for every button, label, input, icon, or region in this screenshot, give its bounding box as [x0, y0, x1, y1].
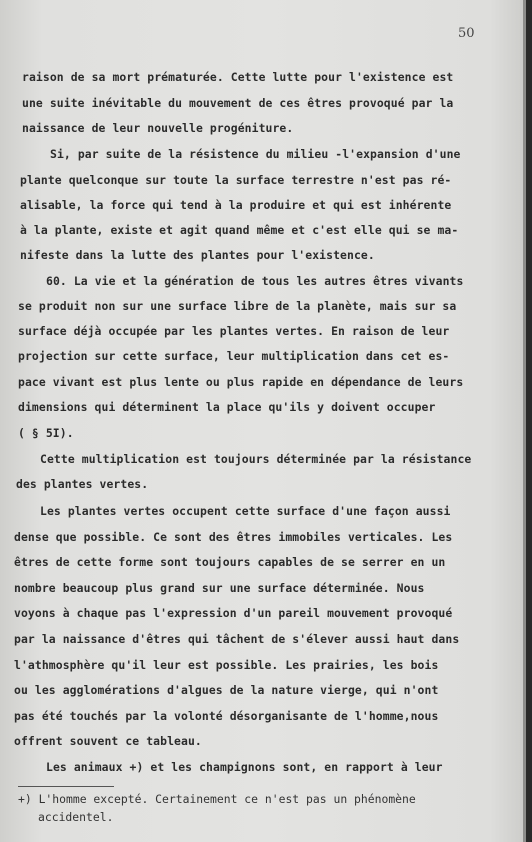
text-line: par la naissance d'êtres qui tâchent de s'élever aussi haut dans: [14, 632, 460, 646]
text-line: ( § 5I).: [18, 426, 74, 440]
page-number: 50: [458, 26, 475, 41]
text-line: Cette multiplication est toujours déterminée par la résistance: [40, 452, 472, 466]
text-line: une suite inévitable du mouvement de ces êtres provoqué par la: [22, 96, 454, 110]
text-line: projection sur cette surface, leur multiplication dans cet es-: [18, 349, 450, 363]
footnote-rule: [18, 786, 114, 787]
text-line: ou les agglomérations d'algues de la nature vierge, qui n'ont: [14, 683, 439, 697]
footnote-line: accidentel.: [38, 810, 114, 824]
footnote-line: +) L'homme excepté. Certainement ce n'est pas un phénomène: [18, 792, 416, 806]
page-edge: [526, 0, 532, 842]
text-line: l'athmosphère qu'il leur est possible. Les prairies, les bois: [14, 658, 439, 672]
text-line: plante quelconque sur toute la surface terrestre n'est pas ré-: [20, 173, 452, 187]
text-line: surface déjà occupée par les plantes vertes. En raison de leur: [18, 324, 450, 338]
text-line: êtres de cette forme sont toujours capables de se serrer en un: [14, 555, 446, 569]
text-line: alisable, la force qui tend à la produire et qui est inhérente: [20, 198, 452, 212]
text-line: 60. La vie et la génération de tous les autres êtres vivants: [46, 274, 464, 288]
text-line: raison de sa mort prématurée. Cette lutte pour l'existence est: [22, 70, 454, 84]
text-line: dimensions qui déterminent la place qu'ils y doivent occuper: [18, 400, 436, 414]
text-line: offrent souvent ce tableau.: [14, 734, 202, 748]
text-line: nombre beaucoup plus grand sur une surface déterminée. Nous: [14, 581, 425, 595]
text-line: Si, par suite de la résistence du milieu -l'expansion d'une: [50, 147, 461, 161]
text-line: pace vivant est plus lente ou plus rapide en dépendance de leurs: [18, 375, 464, 389]
text-line: Les plantes vertes occupent cette surface d'une façon aussi: [40, 504, 451, 518]
text-line: voyons à chaque pas l'expression d'un pareil mouvement provoqué: [14, 606, 453, 620]
text-line: des plantes vertes.: [16, 477, 149, 491]
text-line: pas été touchés par la volonté désorganisante de l'homme,nous: [14, 709, 439, 723]
text-line: Les animaux +) et les champignons sont, en rapport à leur: [46, 760, 443, 774]
text-line: nifeste dans la lutte des plantes pour l'existence.: [20, 248, 375, 262]
text-line: se produit non sur une surface libre de la planète, mais sur sa: [18, 299, 457, 313]
text-line: naissance de leur nouvelle progéniture.: [22, 121, 294, 135]
text-line: à la plante, existe et agit quand même et c'est elle qui se ma-: [20, 223, 459, 237]
text-line: dense que possible. Ce sont des êtres immobiles verticales. Les: [14, 530, 453, 544]
